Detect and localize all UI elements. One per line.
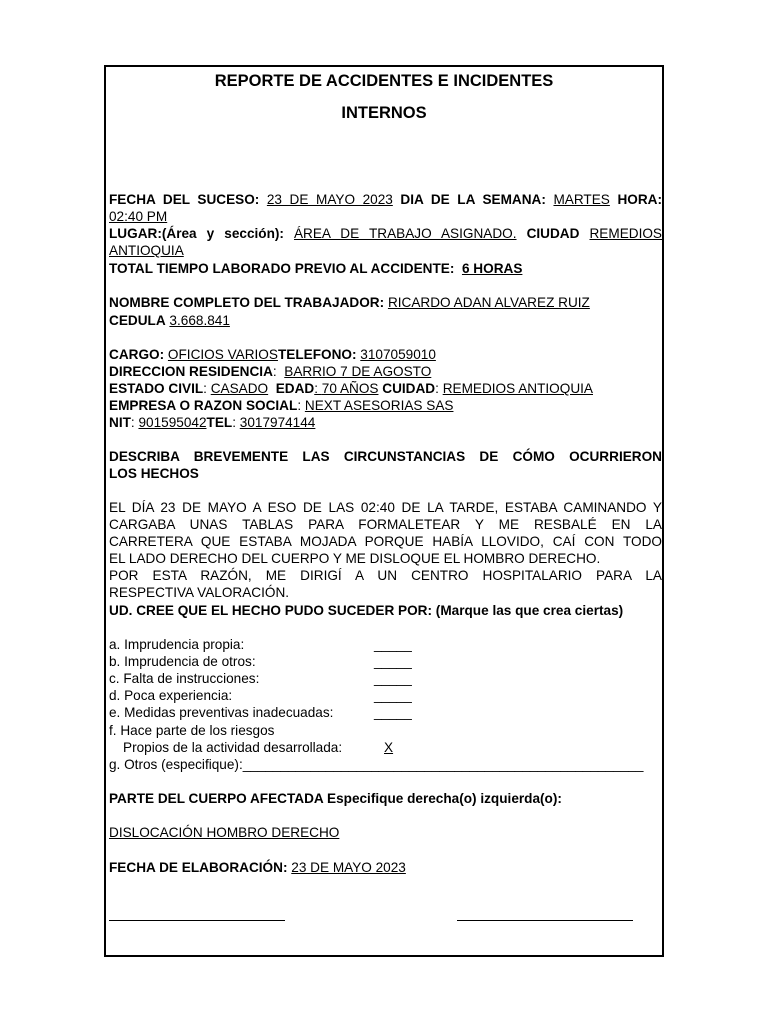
option-f-line-2: Propios de la actividad desarrollada: — [123, 740, 343, 755]
empresa-label: EMPRESA O RAZON SOCIAL — [109, 398, 298, 413]
ciudad-value-2: ANTIOQUIA — [109, 243, 184, 258]
narrative-line-4: EL LADO DERECHO DEL CUERPO Y ME DISLOQUE EL HOMBRO DERECHO. — [109, 551, 601, 566]
title-line-1: REPORTE DE ACCIDENTES E INCIDENTES — [214, 72, 554, 90]
direccion-value: BARRIO 7 DE AGOSTO — [284, 364, 432, 379]
describa-line-1: DESCRIBA BREVEMENTE LAS CIRCUNSTANCIAS DE CÓMO OCURRIERON — [109, 449, 662, 464]
nombre-value: RICARDO ADAN ALVAREZ RUIZ — [387, 295, 590, 310]
edad-label: EDAD — [275, 381, 315, 396]
fecha-suceso-label: FECHA DEL SUCESO: — [109, 192, 260, 207]
tel-value: 3017974144 — [239, 415, 316, 430]
ciudad-row-2 — [109, 242, 662, 259]
direccion-label: DIRECCION RESIDENCIA — [109, 364, 273, 379]
title-line-2: INTERNOS — [341, 104, 427, 122]
empresa-row: EMPRESA O RAZON SOCIAL: NEXT ASESORIAS SAS — [109, 398, 454, 413]
option-e-mark: _____ — [374, 705, 412, 720]
telefono-label: TELEFONO: — [277, 347, 357, 362]
hora-label: HORA: — [617, 192, 662, 207]
dia-semana-label: DIA DE LA SEMANA: — [400, 192, 546, 207]
cargo-value: OFICIOS VARIOS — [167, 347, 278, 362]
ciudad-label: CIUDAD — [526, 226, 580, 241]
fecha-suceso-value: 23 DE MAYO 2023 — [266, 192, 393, 207]
dia-semana-value: MARTES — [553, 192, 610, 207]
narrative-line-2: CARGABA UNAS TABLAS PARA FORMALETEAR Y ME RESBALÉ EN LA — [109, 517, 662, 532]
fecha-elab-label: FECHA DE ELABORACIÓN: — [109, 860, 288, 875]
empresa-value: NEXT ASESORIAS SAS — [304, 398, 454, 413]
hora-value: 02:40 PM — [109, 209, 168, 224]
tiempo-value: 6 HORAS — [461, 261, 523, 276]
nit-label: NIT — [109, 415, 131, 430]
signature-line-right — [457, 920, 633, 921]
narrative-line-5: POR ESTA RAZÓN, ME DIRIGÍ A UN CENTRO HOSPITALARIO PARA LA — [109, 568, 662, 583]
option-g: g. Otros (especifique):_____________________________________________________ — [109, 757, 644, 772]
nombre-row — [109, 294, 662, 311]
parte-label: PARTE DEL CUERPO AFECTADA Especifique derecha(o) izquierda(o): — [109, 791, 562, 806]
fecha-elab-row — [109, 859, 662, 876]
option-a-label: a. Imprudencia propia: — [109, 637, 245, 652]
ciudad-value-1: REMEDIOS — [589, 226, 662, 241]
hora-row — [109, 208, 662, 225]
cree-label: UD. CREE QUE EL HECHO PUDO SUCEDER POR: (Marque las que crea ciertas) — [109, 603, 624, 618]
describa-line-2: LOS HECHOS — [109, 466, 199, 481]
signature-line-left — [109, 920, 285, 921]
option-c-mark: _____ — [374, 671, 412, 686]
cuidad-value: REMEDIOS ANTIOQUIA — [442, 381, 593, 396]
cargo-row — [109, 346, 662, 363]
tiempo-label: TOTAL TIEMPO LABORADO PREVIO AL ACCIDENTE: — [109, 261, 455, 276]
narrative-line-1: EL DÍA 23 DE MAYO A ESO DE LAS 02:40 DE LA TARDE, ESTABA CAMINANDO Y — [109, 500, 662, 515]
telefono-value: 3107059010 — [360, 347, 436, 362]
cedula-row — [109, 312, 662, 329]
narrative-line-6: RESPECTIVA VALORACIÓN. — [109, 585, 290, 600]
direccion-row: DIRECCION RESIDENCIA: BARRIO 7 DE AGOSTO — [109, 364, 432, 379]
nit-row: NIT: 901595042TEL: 3017974144 — [109, 415, 316, 430]
fecha-suceso-row — [109, 191, 662, 208]
option-e-label: e. Medidas preventivas inadecuadas: — [109, 705, 334, 720]
option-d-label: d. Poca experiencia: — [109, 688, 233, 703]
fecha-elab-value: 23 DE MAYO 2023 — [291, 860, 406, 875]
estado-civil-label: ESTADO CIVIL — [109, 381, 204, 396]
cuidad-label: CUIDAD — [382, 381, 436, 396]
option-a-mark: _____ — [374, 637, 412, 652]
option-b-label: b. Imprudencia de otros: — [109, 654, 256, 669]
nit-value: 901595042 — [138, 415, 207, 430]
lugar-row — [109, 225, 662, 242]
narrative-line-3: CARRETERA QUE ESTABA MOJADA PORQUE HABÍA LLOVIDO, CAÍ CON TODO — [109, 534, 662, 549]
estado-civil-value: CASADO — [210, 381, 269, 396]
cedula-label: CEDULA — [109, 313, 166, 328]
parte-value: DISLOCACIÓN HOMBRO DERECHO — [109, 825, 340, 840]
lugar-label: LUGAR:(Área y sección): — [109, 226, 284, 241]
report-form — [104, 65, 664, 957]
estado-civil-row: ESTADO CIVIL: CASADO EDAD: 70 AÑOS CUIDAD: REMEDIOS ANTIOQUIA — [109, 381, 593, 396]
option-b-mark: _____ — [374, 654, 412, 669]
tiempo-row — [109, 260, 662, 277]
lugar-value: ÁREA DE TRABAJO ASIGNADO. — [293, 226, 517, 241]
edad-value: 70 AÑOS — [321, 381, 379, 396]
option-c-label: c. Falta de instrucciones: — [109, 671, 260, 686]
nombre-label: NOMBRE COMPLETO DEL TRABAJADOR: — [109, 295, 385, 310]
cargo-label: CARGO: — [109, 347, 165, 362]
option-d-mark: _____ — [374, 688, 412, 703]
option-f-line-1: f. Hace parte de los riesgos — [109, 723, 275, 738]
cedula-value: 3.668.841 — [169, 313, 230, 328]
option-f-mark: X — [384, 740, 394, 755]
tel-label: TEL — [206, 415, 233, 430]
